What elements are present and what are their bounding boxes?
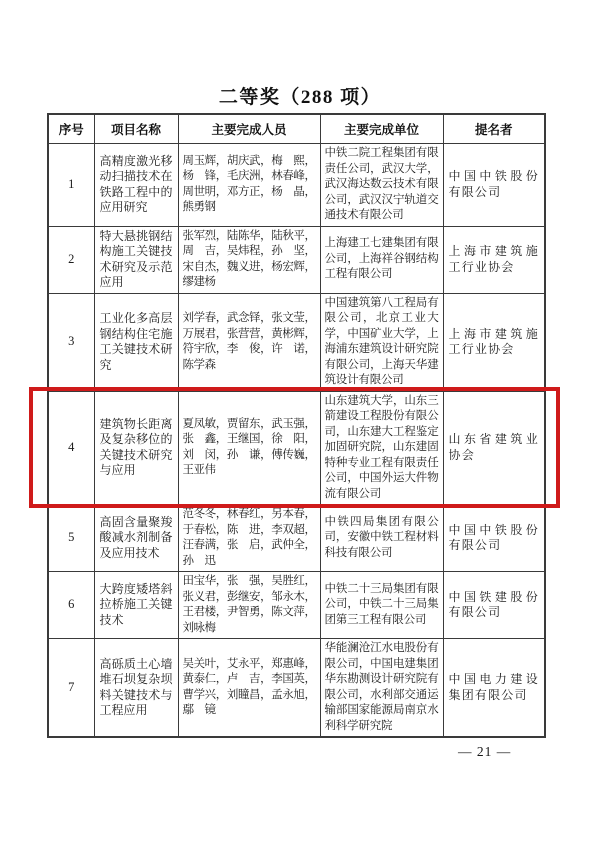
column-header-project: 项目名称 [94,114,178,144]
personnel-cell: 吴关叶，艾永平，郑惠峰，黄泰仁，卢 吉，李国英，曹学兴，刘瞳昌，孟永旭，鄢 镜 [178,639,320,738]
row-number-cell: 5 [48,505,94,572]
nominator-cell: 中国中铁股份有限公司 [443,144,545,227]
table-row [48,505,545,572]
personnel-cell: 田宝华，张 强，吴胜红，张义君，彭继安，邹永木，王君楼，尹智勇，陈文萍，刘咏梅 [178,572,320,639]
nominator-cell: 上海市建筑施工行业协会 [443,226,545,293]
personnel-cell: 周玉辉，胡庆武，梅 熙，杨 锋，毛庆洲，林春峰，周世明，邓方正，杨 晶，熊勇钢 [178,144,320,227]
column-header-units: 主要完成单位 [320,114,443,144]
row-number-cell: 3 [48,293,94,391]
personnel-cell: 夏凤敏，贾留东，武玉强，张 鑫，王继国，徐 阳，刘 闵，孙 谦，傅传巍，王亚伟 [178,391,320,505]
table-header-row [48,114,545,144]
table-row [48,293,545,391]
units-cell: 中铁二十三局集团有限公司，中铁二十三局集团第三工程有限公司 [320,572,443,639]
nominator-cell: 中国中铁股份有限公司 [443,505,545,572]
table-row-highlighted [48,391,545,505]
units-cell: 上海建工七建集团有限公司，上海祥谷钢结构工程有限公司 [320,226,443,293]
row-number-cell: 1 [48,144,94,227]
project-name-cell: 高砾质土心墙堆石坝复杂坝料关键技术与工程应用 [94,639,178,738]
row-number-cell: 2 [48,226,94,293]
row-number-cell: 7 [48,639,94,738]
project-name-cell: 工业化多高层钢结构住宅施工关键技术研究 [94,293,178,391]
row-number-cell: 4 [48,391,94,505]
project-name-cell: 特大悬挑钢结构施工关键技术研究及示范应用 [94,226,178,293]
units-cell: 山东建筑大学，山东三箭建设工程股份有限公司，山东建大工程鉴定加固研究院，山东建固特种专业工程有限责任公司，中国外运大件物流有限公司 [320,391,443,505]
awards-table [47,113,546,738]
project-name-cell: 大跨度矮塔斜拉桥施工关键技术 [94,572,178,639]
nominator-cell: 中国电力建设集团有限公司 [443,639,545,738]
column-header-people: 主要完成人员 [178,114,320,144]
column-header-nominator: 提名者 [443,114,545,144]
units-cell: 中国建筑第八工程局有限公司，北京工业大学，中国矿业大学，上海浦东建筑设计研究院有限公司，上海天华建筑设计有限公司 [320,293,443,391]
table-row [48,639,545,738]
row-number-cell: 6 [48,572,94,639]
nominator-cell: 上海市建筑施工行业协会 [443,293,545,391]
page-title: 二等奖（288 项） [218,87,382,108]
table-row [48,226,545,293]
personnel-cell: 张军烈，陆陈华，陆秋平，周 吉，吴炜程，孙 坚，宋自杰，魏义进，杨宏辉，缪建杨 [178,226,320,293]
personnel-cell: 范冬冬，林春红，另本春，于春松，陈 进，李双超，汪春满，张 启，武仲全，孙 迅 [178,505,320,572]
nominator-cell: 中国铁建股份有限公司 [443,572,545,639]
units-cell: 中铁二院工程集团有限责任公司，武汉大学，武汉海达数云技术有限公司，武汉汉宁轨道交通技术有限公司 [320,144,443,227]
column-header-no: 序号 [48,114,94,144]
project-name-cell: 高固含量聚羧酸减水剂制备及应用技术 [94,505,178,572]
project-name-cell: 建筑物长距离及复杂移位的关键技术研究与应用 [94,391,178,505]
units-cell: 中铁四局集团有限公司，安徽中铁工程材料科技有限公司 [320,505,443,572]
personnel-cell: 刘学春，武念铎，张文莹，万展君，张营营，黄彬辉，符宇欣，李 俊，许 诺，陈学森 [178,293,320,391]
table-row [48,572,545,639]
page-number: — 21 — [458,744,512,759]
table-row [48,144,545,227]
project-name-cell: 高精度激光移动扫描技术在铁路工程中的应用研究 [94,144,178,227]
nominator-cell: 山东省建筑业协会 [443,391,545,505]
units-cell: 华能澜沧江水电股份有限公司，中国电建集团华东勘测设计研究院有限公司，水利部交通运输部国家能源局南京水利科学研究院 [320,639,443,738]
